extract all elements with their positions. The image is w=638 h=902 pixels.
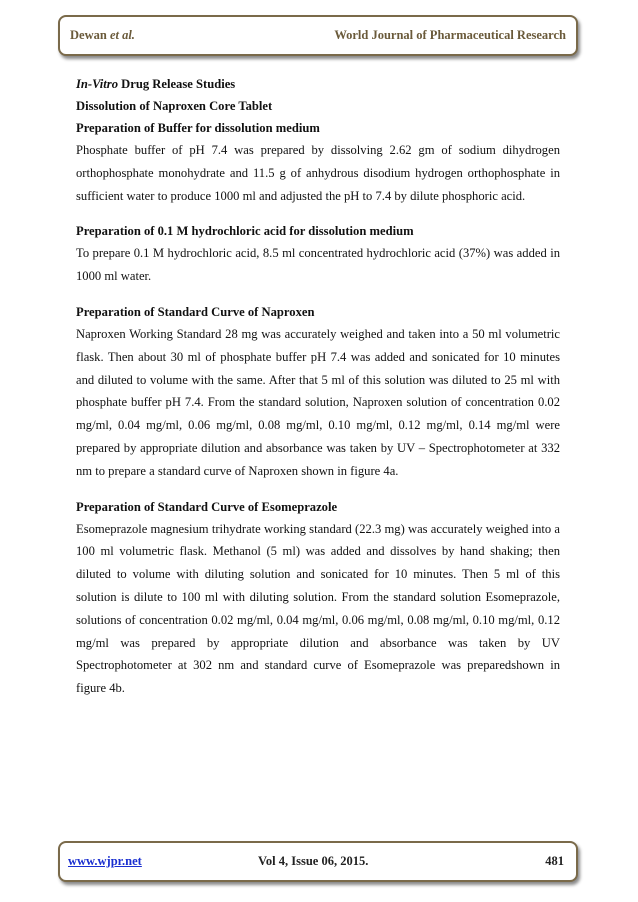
hcl-paragraph: To prepare 0.1 M hydrochloric acid, 8.5 ml concentrated hydrochloric acid (37%) was added in 1000 ml water. — [76, 246, 560, 284]
esomeprazole-paragraph: Esomeprazole magnesium trihydrate working standard (22.3 mg) was accurately weighed into a 100 ml volumetric flask. Methanol (5 ml) was added and dissolves by hand shaking; then diluted to volume with diluting solution and sonicated for 10 minutes. Then 5 ml of this solution is dilute to 100 ml with diluting solution. From the standard solution Esomeprazole, solutions of concentration 0.02 mg/ml, 0.04 mg/ml, 0.06 mg/ml, 0.08 mg/ml, 0.10 mg/ml, 0.12 mg/ml was prepared by appropriate dilution and absorbance was taken by UV Spectrophotometer at 302 nm and standard curve of Esomeprazole was preparedshown in figure 4b. — [76, 521, 560, 696]
article-body — [76, 73, 560, 700]
buffer-paragraph: Phosphate buffer of pH 7.4 was prepared by dissolving 2.62 gm of sodium dihydrogen orthophosphate monohydrate and 11.5 g of anhydrous disodium hydrogen orthophosphate in sufficient water to produce 1000 ml and adjusted the pH to 7.4 by dilute phosphoric acid. — [76, 143, 560, 203]
issue-info: Vol 4, Issue 06, 2015. — [258, 854, 369, 868]
section-title-italic: In-Vitro — [76, 77, 118, 91]
header-journal: World Journal of Pharmaceutical Research — [334, 28, 566, 42]
page-number: 481 — [545, 854, 564, 868]
author-name: Dewan — [70, 28, 107, 42]
header-author — [70, 28, 135, 43]
page-header — [58, 15, 578, 56]
section-title — [76, 73, 560, 95]
naproxen-heading: Preparation of Standard Curve of Naproxen — [76, 304, 315, 319]
naproxen-paragraph: Naproxen Working Standard 28 mg was accurately weighed and taken into a 50 ml volumetric flask. Then about 30 ml of phosphate buffer pH 7.4 was added and sonicated for 10 minutes and diluted to volume with the same. After that 5 ml of this solution was diluted to 25 ml with phosphate buffer pH 7.4. From the standard solution, Naproxen solution of concentration 0.02 mg/ml, 0.04 mg/ml, 0.06 mg/ml, 0.08 mg/ml, 0.10 mg/ml, 0.12 mg/ml, 0.14 mg/ml were prepared by appropriate dilution and absorbance was taken by UV – Spectrophotometer at 332 nm to prepare a standard curve of Naproxen shown in figure 4a. — [76, 326, 560, 478]
buffer-heading: Preparation of Buffer for dissolution medium — [76, 121, 320, 135]
hcl-heading: Preparation of 0.1 M hydrochloric acid for dissolution medium — [76, 224, 414, 239]
section-subtitle: Dissolution of Naproxen Core Tablet — [76, 99, 273, 113]
et-al: et al. — [106, 28, 135, 42]
page-footer — [58, 841, 578, 882]
esomeprazole-heading: Preparation of Standard Curve of Esomeprazole — [76, 499, 338, 514]
journal-website-link[interactable]: www.wjpr.net — [68, 854, 142, 868]
section-title-rest: Drug Release Studies — [118, 77, 236, 91]
